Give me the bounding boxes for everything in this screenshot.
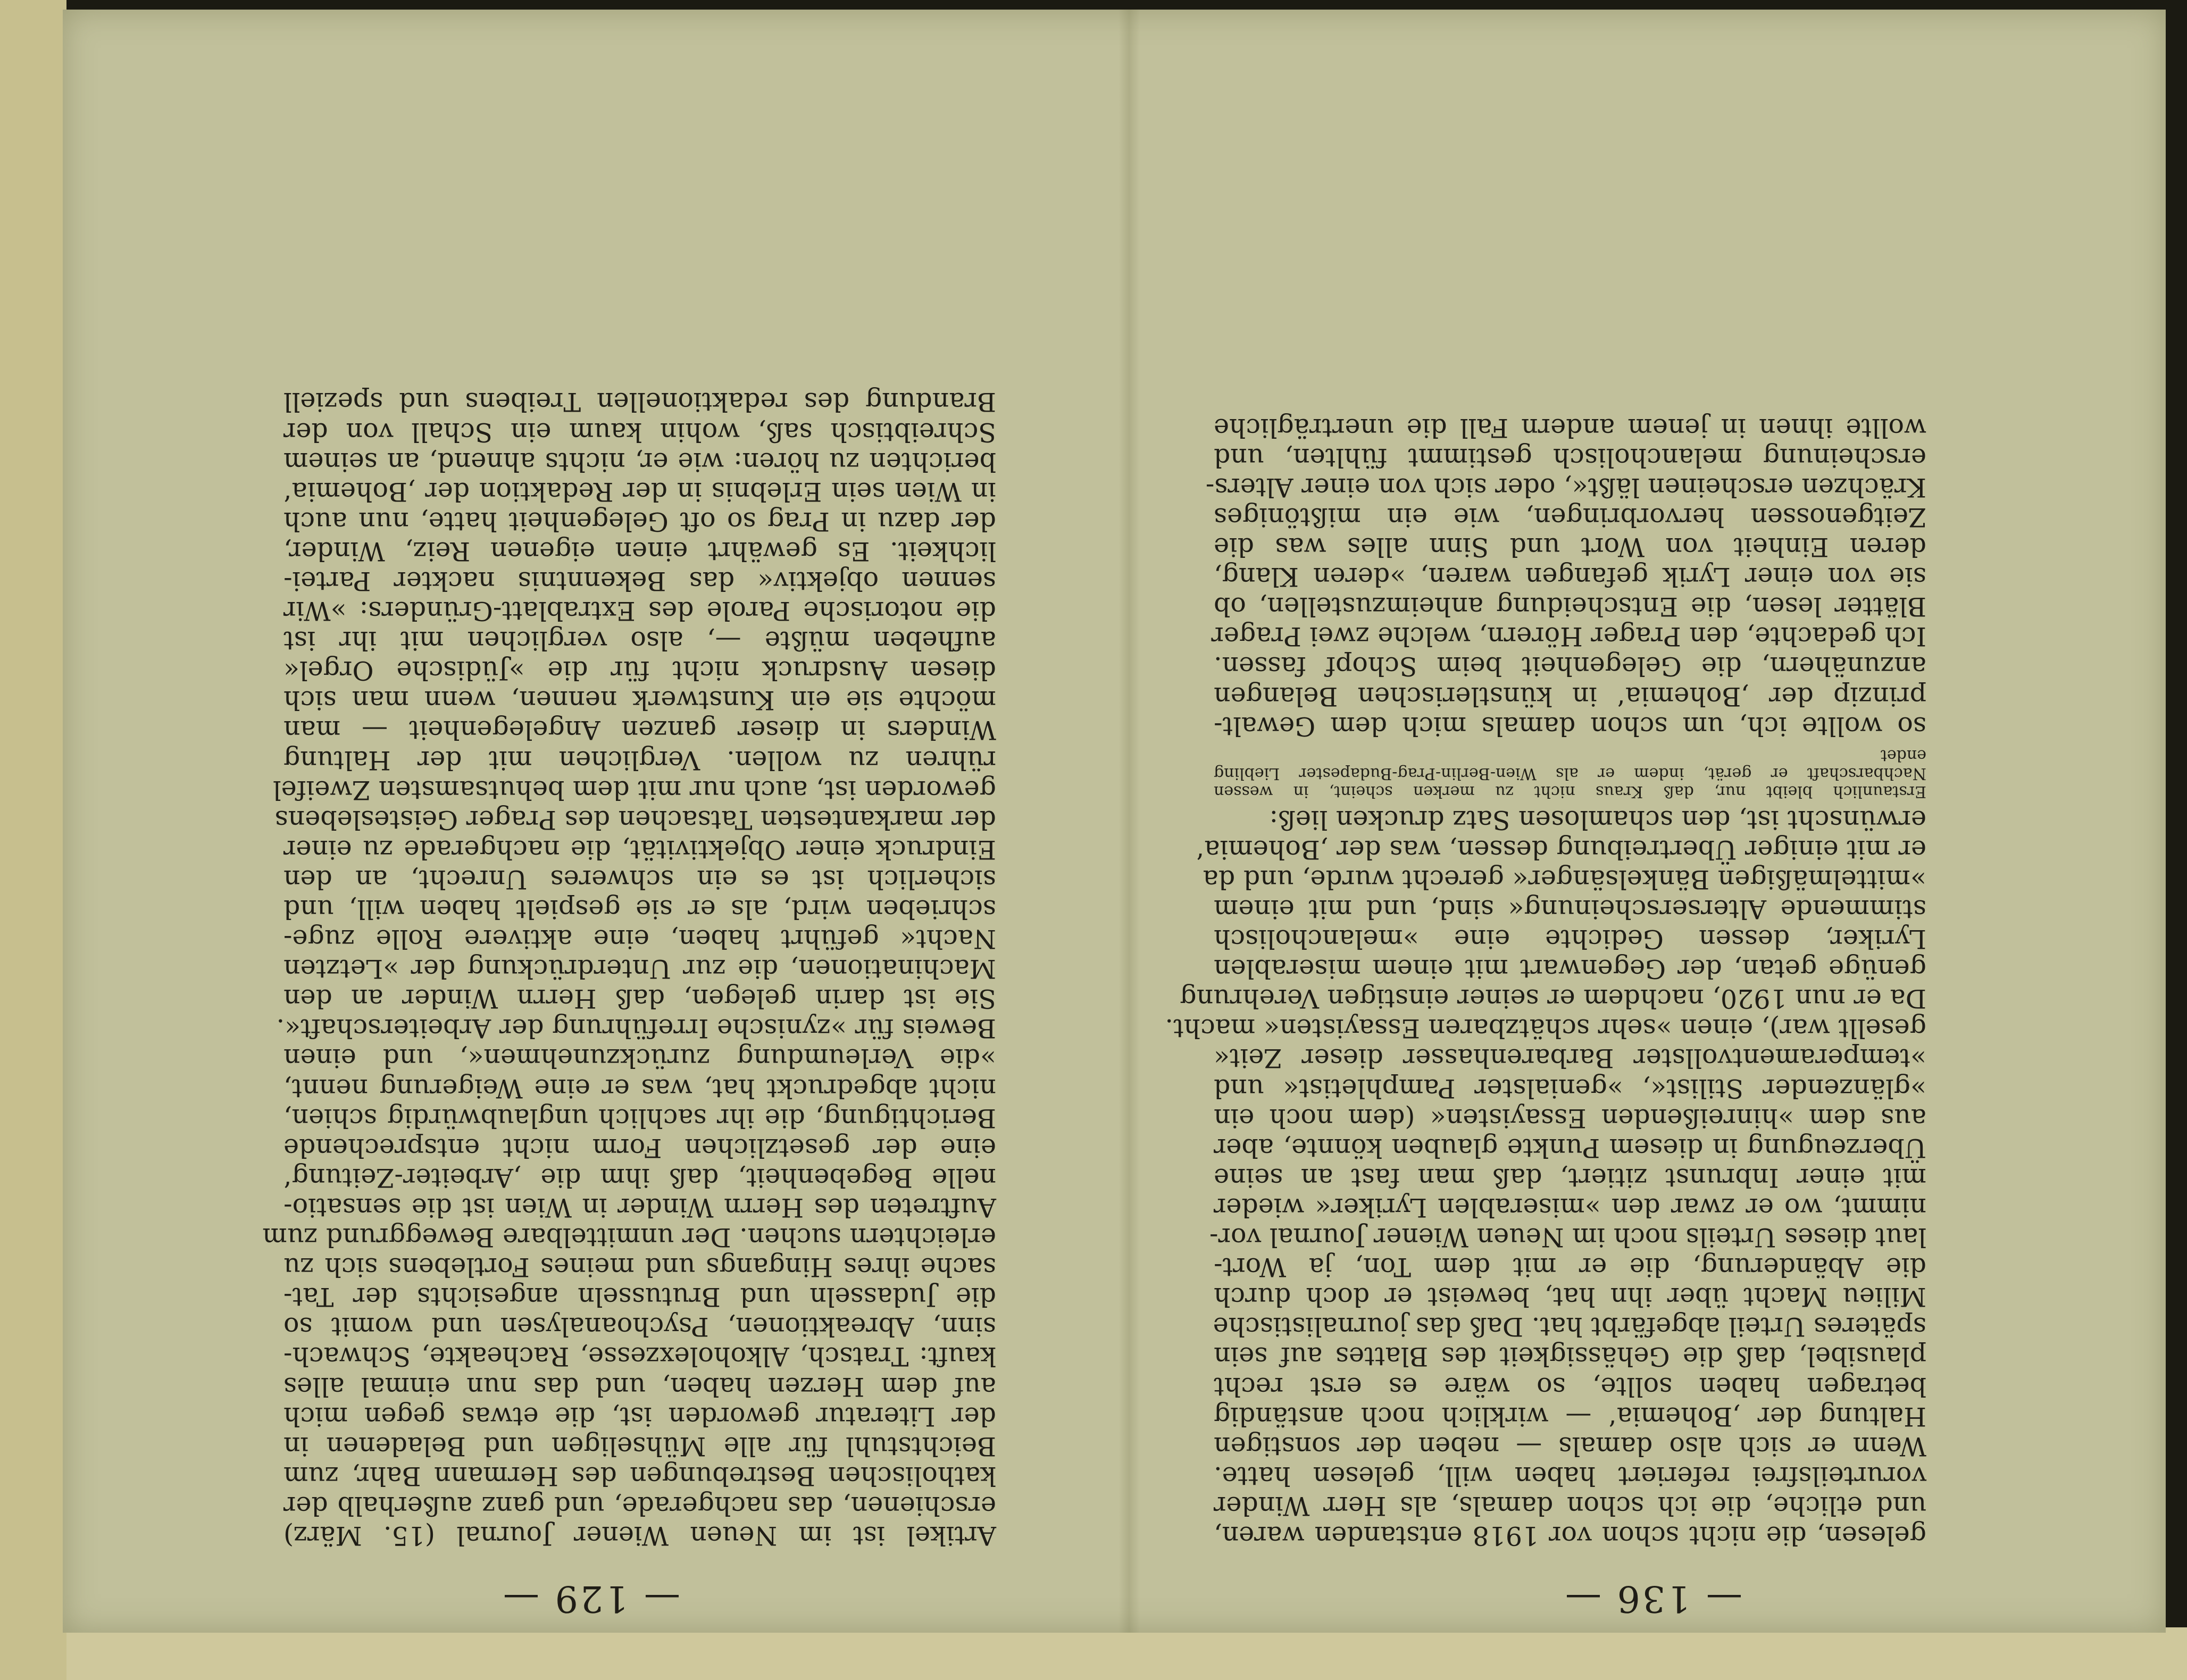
text-line: und etliche, die ich schon damals, als Herr Winder [1214, 1490, 1926, 1521]
text-line: Haltung der ‚Bohemia‘ — wirklich noch anständig [1214, 1401, 1926, 1432]
text-line: späteres Urteil abgefärbt hat. Daß das journalistische [1213, 1311, 1926, 1342]
text-line: »glänzender Stilist«, »genialster Pamphletist« und [1214, 1073, 1926, 1104]
text-line: Da er nun 1920, nachdem er seiner einstigen Verehrung [1180, 983, 1926, 1014]
text-line: vorurteilsfrei referiert haben will, gelesen hatte. [1214, 1460, 1926, 1491]
text-line: Nacht« geführt haben, eine aktivere Rolle zuge- [283, 924, 996, 955]
text-line: der dazu in Prag so oft Gelegenheit hatte, nun auch [283, 506, 996, 537]
text-line: schrieben wird, als er sie gespielt haben will, und [283, 894, 996, 925]
text-line: prinzip der ‚Bohemia‘ in künstlerischen Belangen [1214, 681, 1926, 712]
text-line: Sie ist darin gelegen, daß Herrn Winder an den [283, 983, 996, 1014]
text-line: stimmende Alterserscheinung« sind, und mit einem [1214, 894, 1926, 925]
text-line: die notorische Parole des Extrablatt-Gründers: »Wir [283, 596, 996, 626]
text-line: berichten zu hören: wie er, nichts ahnend, an seinem [283, 446, 996, 477]
text-line: Brandung des redaktionellen Treibens und speziell [283, 387, 996, 417]
text-line: erwünscht ist, den schamlosen Satz drucken ließ: [1269, 804, 1926, 835]
text-line: geworden ist, auch nur mit dem behutsamsten Zweifel [272, 774, 996, 805]
text-line: Überzeugung in diesem Punkte glauben könnte, aber [1214, 1132, 1926, 1163]
text-line: kauft: Tratsch, Alkoholexzesse, Racheakte, Schwach- [283, 1341, 996, 1372]
text-line: sennen objektiv« das Bekenntnis nackter Partei- [283, 566, 996, 596]
text-line: der Literatur geworden ist, die etwas gegen mich [283, 1401, 996, 1432]
footnote-line: Erstaunlich bleibt nur, daß Kraus nicht zu merken scheint, in wessen [1214, 782, 1926, 801]
text-line: betragen haben sollte, so wäre es erst recht [1214, 1371, 1926, 1402]
text-line: »temperamentvollster Barbarenhasser dieser Zeit« [1214, 1043, 1926, 1074]
text-line: mit einer Inbrunst zitiert, daß man fast an seine [1214, 1162, 1926, 1193]
footnote [1214, 746, 1926, 800]
text-line: Wenn er sich also damals — neben der sonstigen [1214, 1431, 1926, 1461]
text-line: eine der gesetzlichen Form nicht entsprechende [283, 1132, 996, 1163]
text-line: »die Verleumdung zurückzunehmen«, und einen [283, 1043, 996, 1074]
left-page-body [262, 387, 996, 1551]
right-page [1140, 10, 2166, 1633]
text-line: Blätter lesen, die Entscheidung anheimzustellen, ob [1214, 591, 1926, 622]
text-line: Milieu Macht über ihn hat, beweist er doch durch [1214, 1282, 1926, 1313]
open-book [63, 10, 2166, 1633]
text-line: Krächzen erscheinen läßt«, oder sich von einer Alters- [1205, 472, 1926, 503]
text-line: lichkeit. Es gewährt einen eigenen Reiz, Winder, [283, 536, 996, 566]
text-line: erschienen, das nachgerade, und ganz außerhalb der [283, 1490, 996, 1521]
text-line: auf dem Herzen haben, und das nun einmal alles [283, 1371, 996, 1402]
text-line: katholischen Bestrebungen des Hermann Bahr, zum [283, 1460, 996, 1491]
left-page [63, 10, 1118, 1633]
text-line: Berichtigung, die ihr sachlich unglaubwürdig schien, [283, 1102, 996, 1133]
text-line: deren Einheit von Wort und Sinn alles was die [1214, 532, 1926, 563]
text-line: Artikel ist im Neuen Wiener Journal (15. März) [283, 1520, 996, 1551]
text-line: diesen Ausdruck nicht für die »Jüdische Orgel« [283, 655, 996, 686]
text-line: nicht abgedruckt hat, was er eine Weigerung nennt, [283, 1073, 996, 1104]
text-line: in Wien sein Erlebnis in der Redaktion der ‚Bohemia‘ [283, 476, 996, 507]
text-line: aufheben müßte —, also verglichen mit ihr ist [283, 625, 996, 656]
text-line: die Abänderung, die er mit dem Ton, ja Wort- [1214, 1252, 1926, 1283]
text-line: wollte ihnen in jenem andern Fall die unerträgliche [1214, 412, 1926, 443]
page-number-129: — 129 — [500, 1577, 681, 1619]
text-line: Zeitgenossen hervorbringen, wie ein mißtöniges [1214, 502, 1926, 532]
text-line: Ich gedachte, den Prager Hörern, welche zwei Prager [1211, 621, 1926, 652]
text-line: möchte sie ein Kunstwerk nennen, wenn man sich [283, 685, 996, 716]
text-line: erscheinung melancholisch gestimmt fühlten, und [1214, 442, 1926, 473]
text-line: die Judasseln und Brutusseln angesichts der Tat- [283, 1282, 996, 1313]
footnote-line: endet [1880, 746, 1926, 765]
text-line: Schreibtisch saß, wohin kaum ein Schall von der [283, 416, 996, 447]
text-line: erleichtern suchen. Der unmittelbare Beweggrund zum [262, 1222, 996, 1253]
page-number-136: — 136 — [1563, 1577, 1743, 1619]
text-line: sie von einer Lyrik gefangen waren, »deren Klang, [1214, 562, 1926, 592]
page-bottom-edge [66, 1627, 2187, 1680]
text-line: der markantesten Tatsachen des Prager Geisteslebens [274, 804, 996, 835]
text-line: sicherlich ist es ein schweres Unrecht, an den [283, 864, 996, 895]
text-line: plausibel, daß die Gehässigkeit des Blattes auf sein [1214, 1341, 1926, 1372]
text-line: nelle Begebenheit, daß ihm die ‚Arbeiter-Zeitung‘ [283, 1162, 996, 1193]
text-line: rühren zu wollen. Verglichen mit der Haltung [283, 745, 996, 775]
text-line: aus dem »hinreißenden Essayisten« (dem noch ein [1214, 1102, 1926, 1133]
text-line: Lyriker, dessen Gedichte eine »melancholisch [1214, 924, 1926, 955]
text-line: genüge getan, der Gegenwart mit einem miserablen [1214, 954, 1926, 984]
text-line: so wollte ich, um schon damals mich dem Gewalt- [1214, 711, 1926, 741]
right-page-body [1165, 412, 1926, 1551]
text-line: Machinationen, die zur Unterdrückung der »Letzten [283, 954, 996, 984]
text-line: laut dieses Urteils noch im Neuen Wiener Journal vor- [1209, 1222, 1926, 1253]
text-line: Auftreten des Herrn Winder in Wien ist die sensatio- [283, 1192, 996, 1223]
text-line: sinn, Abreaktionen, Psychoanalysen und womit so [283, 1311, 996, 1342]
text-line: Beweis für »zynische Irreführung der Arbeiterschaft«. [276, 1013, 996, 1044]
text-line: er mit einiger Übertreibung dessen, was der ‚Bohemia‘ [1196, 834, 1926, 865]
footnote-line: Nachbarschaft er gerät, indem er als Wien-Berlin-Prag-Budapester Liebling [1214, 764, 1926, 783]
text-line: gelesen, die nicht schon vor 1918 entstanden waren, [1214, 1520, 1926, 1551]
text-line: sache ihres Hingangs und meines Fortlebens sich zu [283, 1252, 996, 1283]
text-line: Winders in dieser ganzen Angelegenheit — man [283, 715, 996, 746]
adjacent-page-edge [0, 0, 66, 1680]
text-line: nimmt, wo er zwar den »miserablen Lyriker« wieder [1214, 1192, 1926, 1223]
text-line: gesellt war), einen »sehr schätzbaren Essayisten« macht. [1165, 1013, 1926, 1044]
text-line: Beichtstuhl für alle Mühseligen und Beladenen in [283, 1431, 996, 1461]
text-line: Eindruck einer Objektivität, die nachgerade zu einer [283, 834, 996, 865]
text-line: »mittelmäßigen Bänkelsänger« gerecht wurde, und da [1203, 864, 1926, 895]
book-gutter [1118, 10, 1140, 1633]
text-line: anzunähern, die Gelegenheit beim Schopf fassen. [1214, 651, 1926, 682]
